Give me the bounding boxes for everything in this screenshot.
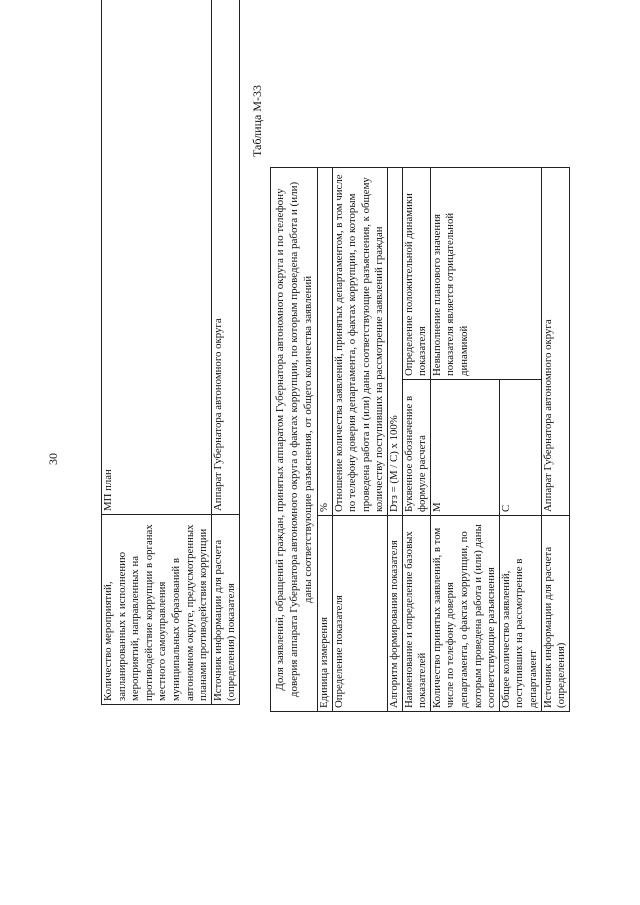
unit-value: % [318, 168, 333, 516]
table-row [332, 168, 387, 712]
table-title: Доля заявлений, обращений граждан, принятых аппаратом Губернатора автономного округа и по телефону доверия аппарата Губернатора автономного округа о фактах коррупции, по которым проведена работа и (или) даны соответствующие разъяснения, от общего количества заявлений [271, 168, 318, 712]
row-label: Источник информации для расчета (определения) показателя [211, 515, 239, 705]
table-row [387, 168, 402, 712]
page-number: 30 [46, 453, 60, 465]
row-m-dynamics: Невыполнение планового значения показателя является отрицательной динамикой [430, 168, 541, 380]
source-value: Аппарат Губернатора автономного округа [541, 168, 569, 516]
row-m-letter: М [430, 380, 499, 516]
table-row [402, 168, 430, 712]
row-value: МП план [102, 0, 212, 515]
dynamics-label: Определение положительной динамики показателя [402, 168, 430, 380]
definition-label: Определение показателя [332, 516, 387, 712]
definition-value: Отношение количества заявлений, принятых департаментом, в том числе по телефону доверия департамента, о фактах коррупции, по которым проведена работа и (или) даны соответствующие разъяснения, к общему количеству поступивших на рассмотрение заявлений граждан [332, 168, 387, 516]
table-row [430, 168, 499, 712]
algorithm-label: Алгоритм формирования показателя [387, 516, 402, 712]
row-value: Аппарат Губернатора автономного округа [211, 0, 239, 515]
top-table [101, 0, 240, 705]
unit-label: Единица измерения [318, 516, 333, 712]
row-m-label: Количество принятых заявлений, в том числе по телефону доверия департамента, о фактах коррупции, по которым проведена работа и (или) даны соответствующие разъяснения [430, 516, 499, 712]
indicator-table [270, 167, 570, 712]
table-row [211, 0, 239, 705]
table-row [271, 168, 318, 712]
algorithm-value: Dтз = (M / C) x 100% [387, 168, 402, 516]
row-c-letter: С [499, 380, 541, 516]
table-row [318, 168, 333, 712]
row-label: Количество мероприятий, запланированных к исполнению мероприятий, направленных на противодействие коррупции в органах местного самоуправления муниципальных образований в автономном округе, предусмотренных планами противодействия коррупции [102, 515, 212, 705]
table-row [102, 0, 212, 705]
source-label: Источник информации для расчета (определения) [541, 516, 569, 712]
table-row [541, 168, 569, 712]
letter-label: Буквенное обозначение в формуле расчета [402, 380, 430, 516]
row-c-label: Общее количество заявлений, поступивших на рассмотрение в департамент [499, 516, 541, 712]
table-label: Таблица М-33 [250, 85, 264, 157]
basic-indicators-label: Наименование и определение базовых показателей [402, 516, 430, 712]
